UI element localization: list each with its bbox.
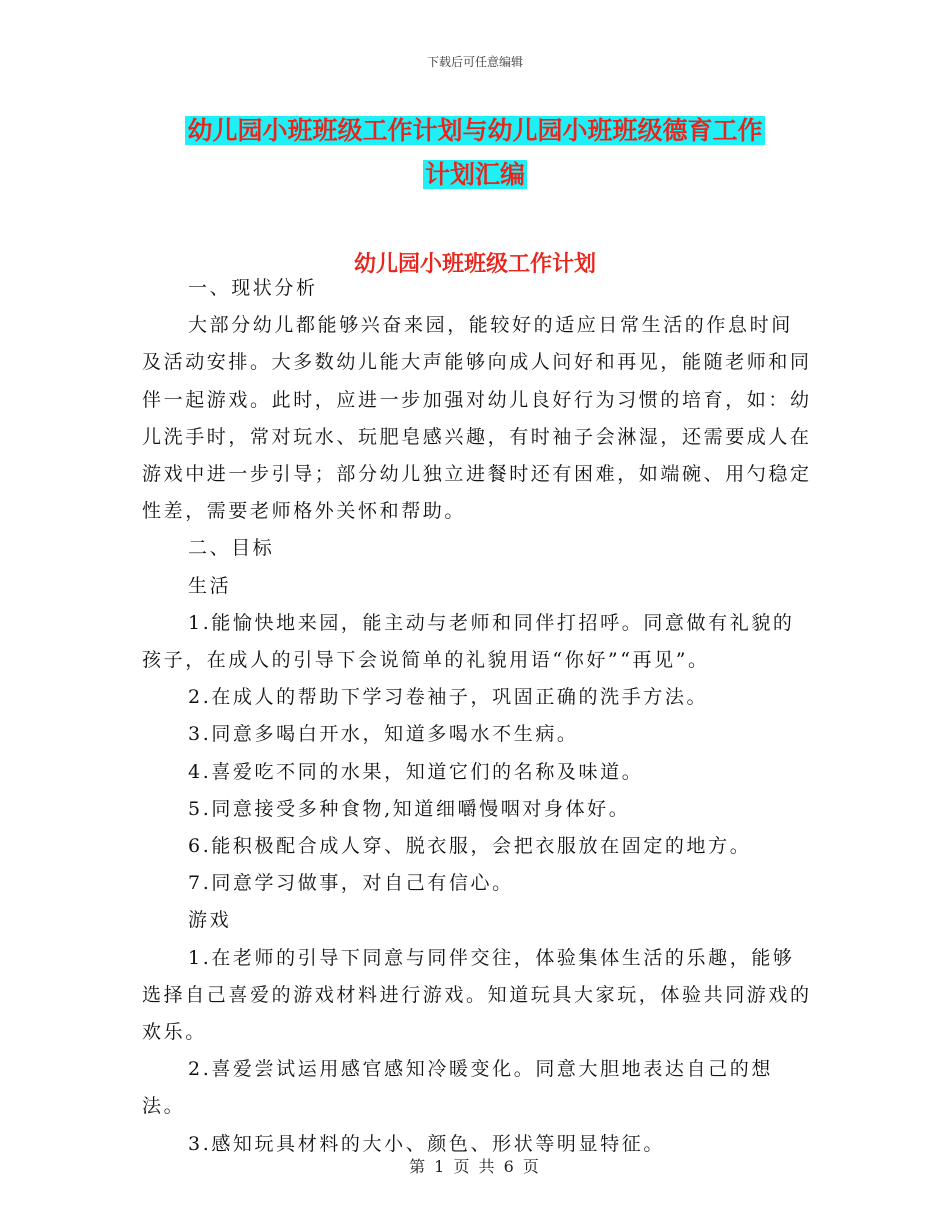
paragraph: 5.同意接受多种食物,知道细嚼慢咽对身体好。	[188, 797, 631, 820]
paragraph: 一、现状分析	[188, 277, 318, 299]
paragraph: 大部分幼儿都能够兴奋来园，能较好的适应日常生活的作息时间及活动安排。大多数幼儿能大声能够向成人问好和再见，能随老师和同伴一起游戏。此时，应进一步加强对幼儿良好行为习惯的培育，如：幼儿洗手时，常对玩水、玩肥皂感兴趣，有时袖子会淋湿，还需要成人在游戏中进一步引导；部分幼儿独立进餐时还有困难，如端碗、用勺稳定性差，需要老师格外关怀和帮助。	[142, 314, 812, 523]
paragraph: 2.在成人的帮助下学习卷袖子，巩固正确的洗手方法。	[188, 686, 709, 709]
paragraph: 3.感知玩具材料的大小、颜色、形状等明显特征。	[188, 1132, 665, 1155]
paragraph: 生活	[188, 574, 232, 597]
paragraph: 3.同意多喝白开水，知道多喝水不生病。	[188, 723, 579, 746]
title-text-2: 计划汇编	[424, 160, 525, 189]
paragraph: 4.喜爱吃不同的水果，知道它们的名称及味道。	[188, 760, 644, 783]
section-title: 幼儿园小班班级工作计划	[353, 252, 596, 277]
paragraph: 1.能愉快地来园，能主动与老师和同伴打招呼。同意做有礼貌的孩子，在成人的引导下会说简单的礼貌用语“你好”“再见”。	[142, 611, 795, 672]
paragraph: 1.在老师的引导下同意与同伴交往，体验集体生活的乐趣，能够选择自己喜爱的游戏材料进行游戏。知道玩具大家玩，体验共同游戏的欢乐。	[142, 946, 812, 1044]
page-footer: 第 1 页 共 6 页	[409, 1157, 541, 1176]
paragraph: 二、目标	[188, 537, 275, 560]
paragraph: 7.同意学习做事，对自己有信心。	[188, 872, 514, 895]
document-title-line-2	[0, 156, 950, 194]
page-header: 下载后可任意编辑	[426, 55, 523, 69]
document-body	[142, 270, 812, 1163]
title-text-1: 幼儿园小班班级工作计划与幼儿园小班班级德育工作	[187, 116, 763, 145]
paragraph: 6.能积极配合成人穿、脱衣服，会把衣服放在固定的地方。	[188, 835, 752, 858]
paragraph: 2.喜爱尝试运用感官感知冷暖变化。同意大胆地表达自己的想法。	[142, 1058, 773, 1118]
document-title-line-1	[0, 112, 950, 150]
paragraph: 游戏	[188, 909, 232, 932]
